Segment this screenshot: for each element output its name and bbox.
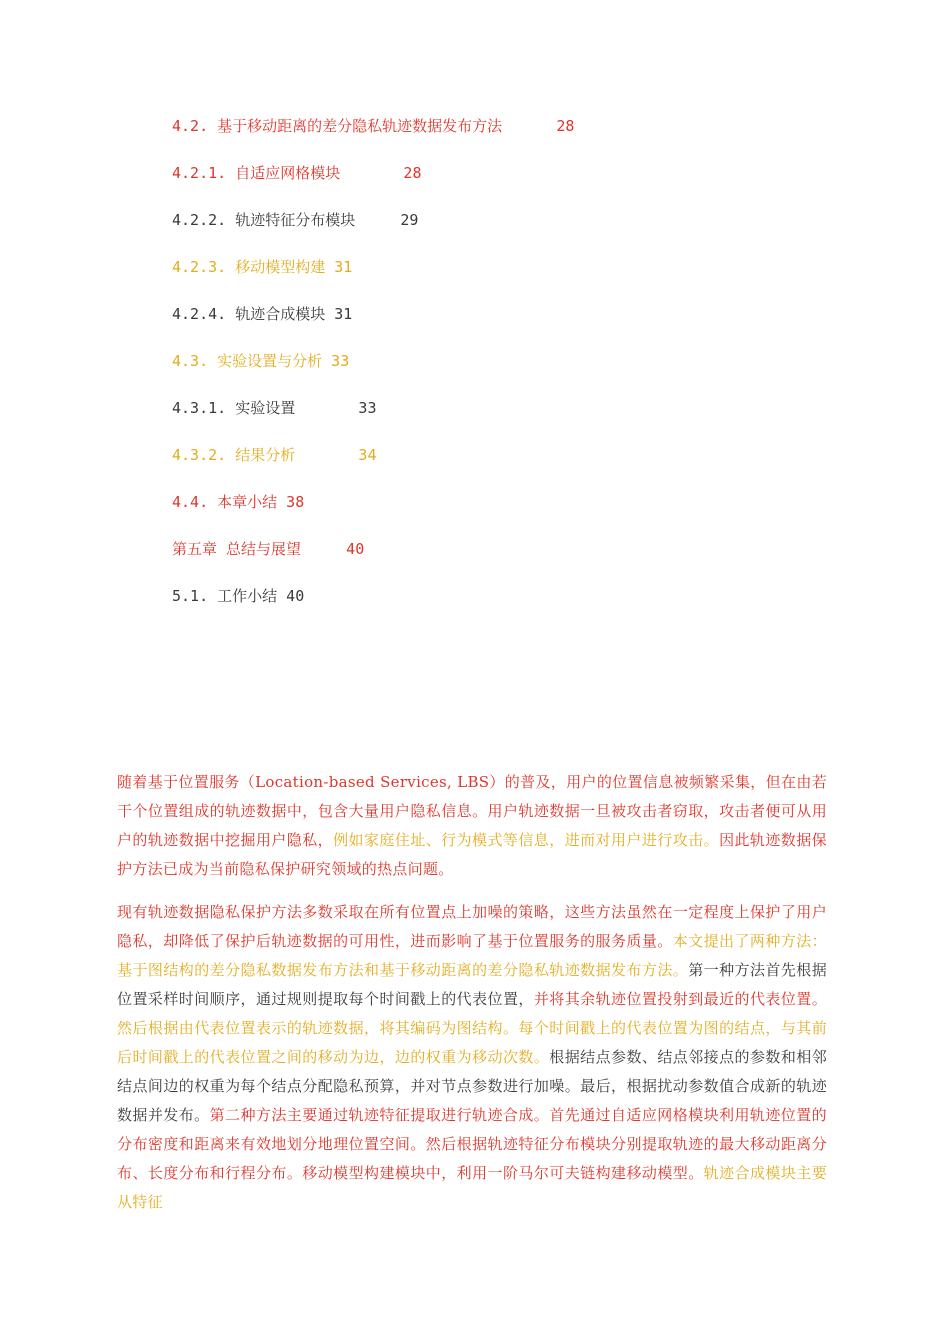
toc-entry-4-2-4[interactable]: 4.2.4. 轨迹合成模块 31: [172, 305, 353, 323]
abstract-body: [117, 768, 827, 1231]
text-run: 与其前后时间戳上的代表位置之间的移动为边，边的权重为移动次数。: [117, 1019, 828, 1066]
text-run: 轨迹合成模块主要从特征: [117, 1164, 828, 1211]
text-run: 随着基于位置服务（Location-based Services, LBS）的普及，用户的位置信息被频繁采集，但在由若干个位置组成的轨迹数据中，包含大量用户隐私信息。用户轨迹数据一旦被攻击者窃取，攻击者便可从用户的轨迹数据中挖掘用户隐私，: [117, 773, 827, 849]
table-of-contents: [172, 116, 812, 633]
toc-entry-4-2-3[interactable]: 4.2.3. 移动模型构建 31: [172, 258, 353, 276]
text-run: 然后根据由代表位置表示的轨迹数据，将其编码为图结构。每个时间戳上的代表位置为图的结点，: [117, 1019, 781, 1037]
text-run: 例如家庭住址、行为模式等信息，进而对用户进行攻击。: [333, 831, 720, 849]
toc-entry-4-3[interactable]: 4.3. 实验设置与分析 33: [172, 352, 350, 370]
text-run: 本文提出了两种方法：基于图结构的差分隐私数据发布方法和基于移动距离的差分隐私轨迹数据发布方法。: [117, 932, 827, 979]
toc-entry-4-4[interactable]: 4.4. 本章小结 38: [172, 493, 305, 511]
abstract-paragraph-1: [117, 768, 827, 884]
text-run: 根据结点参数、结点邻接点的参数和相邻结点间边的权重为每个结点分配隐私预算，并对节点参数进行加噪。最后，根据扰动参数值合成新的轨迹数据并发布。: [117, 1048, 828, 1124]
text-run: 第一种方法首先根据位置采样时间顺序，通过规则提取每个时间戳上的代表位置，: [117, 961, 828, 1008]
toc-entry-chapter-5[interactable]: 第五章 总结与展望 40: [172, 540, 365, 558]
text-run: 并将其余轨迹位置投射到最近的代表位置。: [533, 990, 828, 1008]
text-run: 现有轨迹数据隐私保护方法多数采取在所有位置点上加噪的策略，这些方法虽然在一定程度上保护了用户隐私，却降低了保护后轨迹数据的可用性，进而影响了基于位置服务的服务质量。: [117, 903, 827, 950]
toc-entry-5-1[interactable]: 5.1. 工作小结 40: [172, 587, 305, 605]
text-run: 因此轨迹数据保护方法已成为当前隐私保护研究领域的热点问题。: [117, 831, 827, 878]
toc-entry-4-2-1[interactable]: 4.2.1. 自适应网格模块 28: [172, 164, 422, 182]
toc-entry-4-2-2[interactable]: 4.2.2. 轨迹特征分布模块 29: [172, 211, 419, 229]
toc-entry-4-2[interactable]: 4.2. 基于移动距离的差分隐私轨迹数据发布方法 28: [172, 117, 575, 135]
text-run: 第二种方法主要通过轨迹特征提取进行轨迹合成。首先通过自适应网格模块利用轨迹位置的分布密度和距离来有效地划分地理位置空间。然后根据轨迹特征分布模块分别提取轨迹的最大移动距离分布、长度分布和行程分布。移动模型构建模块中，利用一阶马尔可夫链构建移动模型。: [117, 1106, 827, 1182]
toc-entry-4-3-1[interactable]: 4.3.1. 实验设置 33: [172, 399, 377, 417]
toc-entry-4-3-2[interactable]: 4.3.2. 结果分析 34: [172, 446, 377, 464]
abstract-paragraph-2: [117, 898, 827, 1217]
